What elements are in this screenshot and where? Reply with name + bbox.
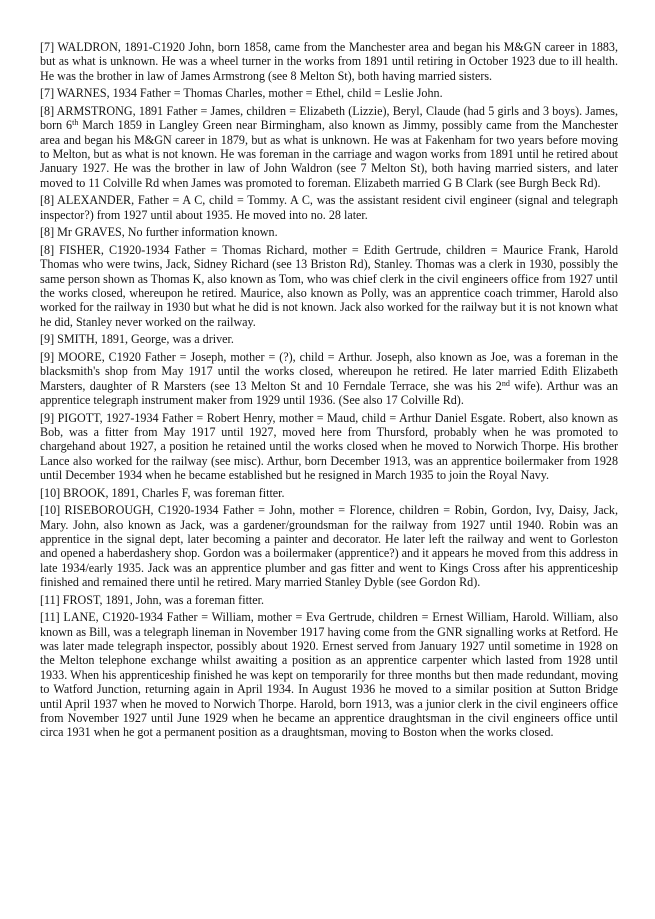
entry-alexander: [8] ALEXANDER, Father = A C, child = Tommy. A C, was the assistant resident civil engineer (signal and telegraph inspector?) from 1927 until about 1935. He moved into no. 28 later. [40, 193, 618, 222]
entry-fisher: [8] FISHER, C1920-1934 Father = Thomas Richard, mother = Edith Gertrude, children = Maurice Frank, Harold Thomas who were twins, Jack, Sidney Richard (see 13 Briston Rd), Stanley. Thomas was a clerk in 1930, possibly the same person shown as Thomas K, also known as Tom, who was chief clerk in the civil engineers office from 1927 until the works closed, whereupon he retired. Maurice, also known as Polly, was an apprentice coach trimmer, Harold also worked for the railway in 1930 but what he did is not known. Jack also worked for the railway but it is not known what he did, Stanley never worked on the railway. [40, 242, 618, 329]
entry-smith: [9] SMITH, 1891, George, was a driver. [40, 332, 234, 347]
entry-warnes: [7] WARNES, 1934 Father = Thomas Charles, mother = Ethel, child = Leslie John. [40, 86, 443, 101]
entry-waldron: [7] WALDRON, 1891-C1920 John, born 1858, came from the Manchester area and began his M&GN career in 1883, but as what is unknown. He was a wheel turner in the works from 1891 until retiring in October 1923 due to ill health. He was the brother in law of James Armstrong (see 8 Melton St), both having married sisters. [40, 40, 618, 83]
entry-armstrong-text-2: March 1859 in Langley Green near Birmingham, also known as Jimmy, possibly came from the Manchester area and began his M&GN career in 1879, but as what is unknown. He was at Fakenham for two years before moving to Melton, but as what is not known. He was foreman in the carriage and wagon works from 1891 until he retired about January 1927. He was the brother in law of John Waldron (see 7 Melton St), both having married sisters, and later moved to 11 Colville Rd when James was promoted to foreman. Elizabeth married G B Clark (see Burgh Beck Rd). [40, 118, 618, 190]
ordinal-suffix: th [72, 118, 79, 128]
entry-riseborough: [10] RISEBOROUGH, C1920-1934 Father = John, mother = Florence, children = Robin, Gordon, Ivy, Daisy, Jack, Mary. John, also known as Jack, was a gardener/groundsman for the railway from 1927 until 1940. Robin was an apprentice in the signal dept, later becoming a painter and decorator. He later left the railway and went to Gorleston and opened a haberdashery shop. Gordon was a boilermaker (apprentice?) and it appears he moved from this address in late 1934/early 1935. Jack was an apprentice plumber and gas fitter and went to Kings Cross after his apprenticeship finished and remained there until he retired. Mary married Stanley Dyble (see Gordon Rd). [40, 503, 618, 590]
entry-armstrong-text-1: [8] ARMSTRONG, 1891 Father = James, children = Elizabeth (Lizzie), Beryl, Claude (had 5 girls and 3 boys). James, born 6 [40, 103, 618, 133]
entry-moore [40, 350, 618, 408]
entry-moore-text-1: [9] MOORE, C1920 Father = Joseph, mother = (?), child = Arthur. Joseph, also known as Joe, was a foreman in the blacksmith's shop from May 1917 until the works closed, whereupon he retired. He later married Edith Elizabeth Marsters, daughter of R Marsters (see 13 Melton St and 10 Ferndale Terrace, she was his 2 [40, 349, 618, 393]
entry-graves: [8] Mr GRAVES, No further information known. [40, 225, 278, 240]
document-page [40, 40, 618, 740]
entry-pigott: [9] PIGOTT, 1927-1934 Father = Robert Henry, mother = Maud, child = Arthur Daniel Esgate. Robert, also known as Bob, was a fitter from May 1917 until 1927, moved here from Thursford, probably when he was promoted to chargehand about 1927, a position he retained until the works closed when he moved to Norwich Thorpe. His brother Lance also worked for the railway (see misc). Arthur, born December 1913, was an apprentice boilermaker from 1928 until December 1934 when he became established but he resigned in March 1935 to join the Royal Navy. [40, 410, 618, 483]
entry-armstrong [40, 104, 618, 190]
entry-moore-text-2: wife). Arthur was an apprentice telegraph instrument maker from 1929 until 1936. (See also 17 Colville Rd). [40, 378, 618, 407]
entry-lane: [11] LANE, C1920-1934 Father = William, mother = Eva Gertrude, children = Ernest William, Harold. William, also known as Bill, was a telegraph lineman in November 1917 having come from the GNR signalling works at Retford. He was later made telegraph inspector, possibly about 1920. Ernest served from January 1927 until sometime in 1928 on the Melton telephone exchange whilst awaiting a position as an apprentice carpenter which lasted from 1928 until 1933. When his apprenticeship finished he was kept on temporarily for three months but then made redundant, moving to Watford Junction, returning again in April 1934. In August 1936 he moved to a similar position at Sutton Bridge until April 1937 when he moved to Norwich Thorpe. Harold, born 1913, was a junior clerk in the civil engineers office from November 1927 until June 1929 when he became an apprentice draughtsman in the civil engineers office until circa 1931 when he got a permanent position as a draughtsman, moving to Boston when the works closed. [40, 610, 618, 740]
entry-frost: [11] FROST, 1891, John, was a foreman fitter. [40, 592, 265, 607]
ordinal-suffix: nd [501, 378, 510, 388]
entry-brook: [10] BROOK, 1891, Charles F, was foreman fitter. [40, 485, 285, 500]
